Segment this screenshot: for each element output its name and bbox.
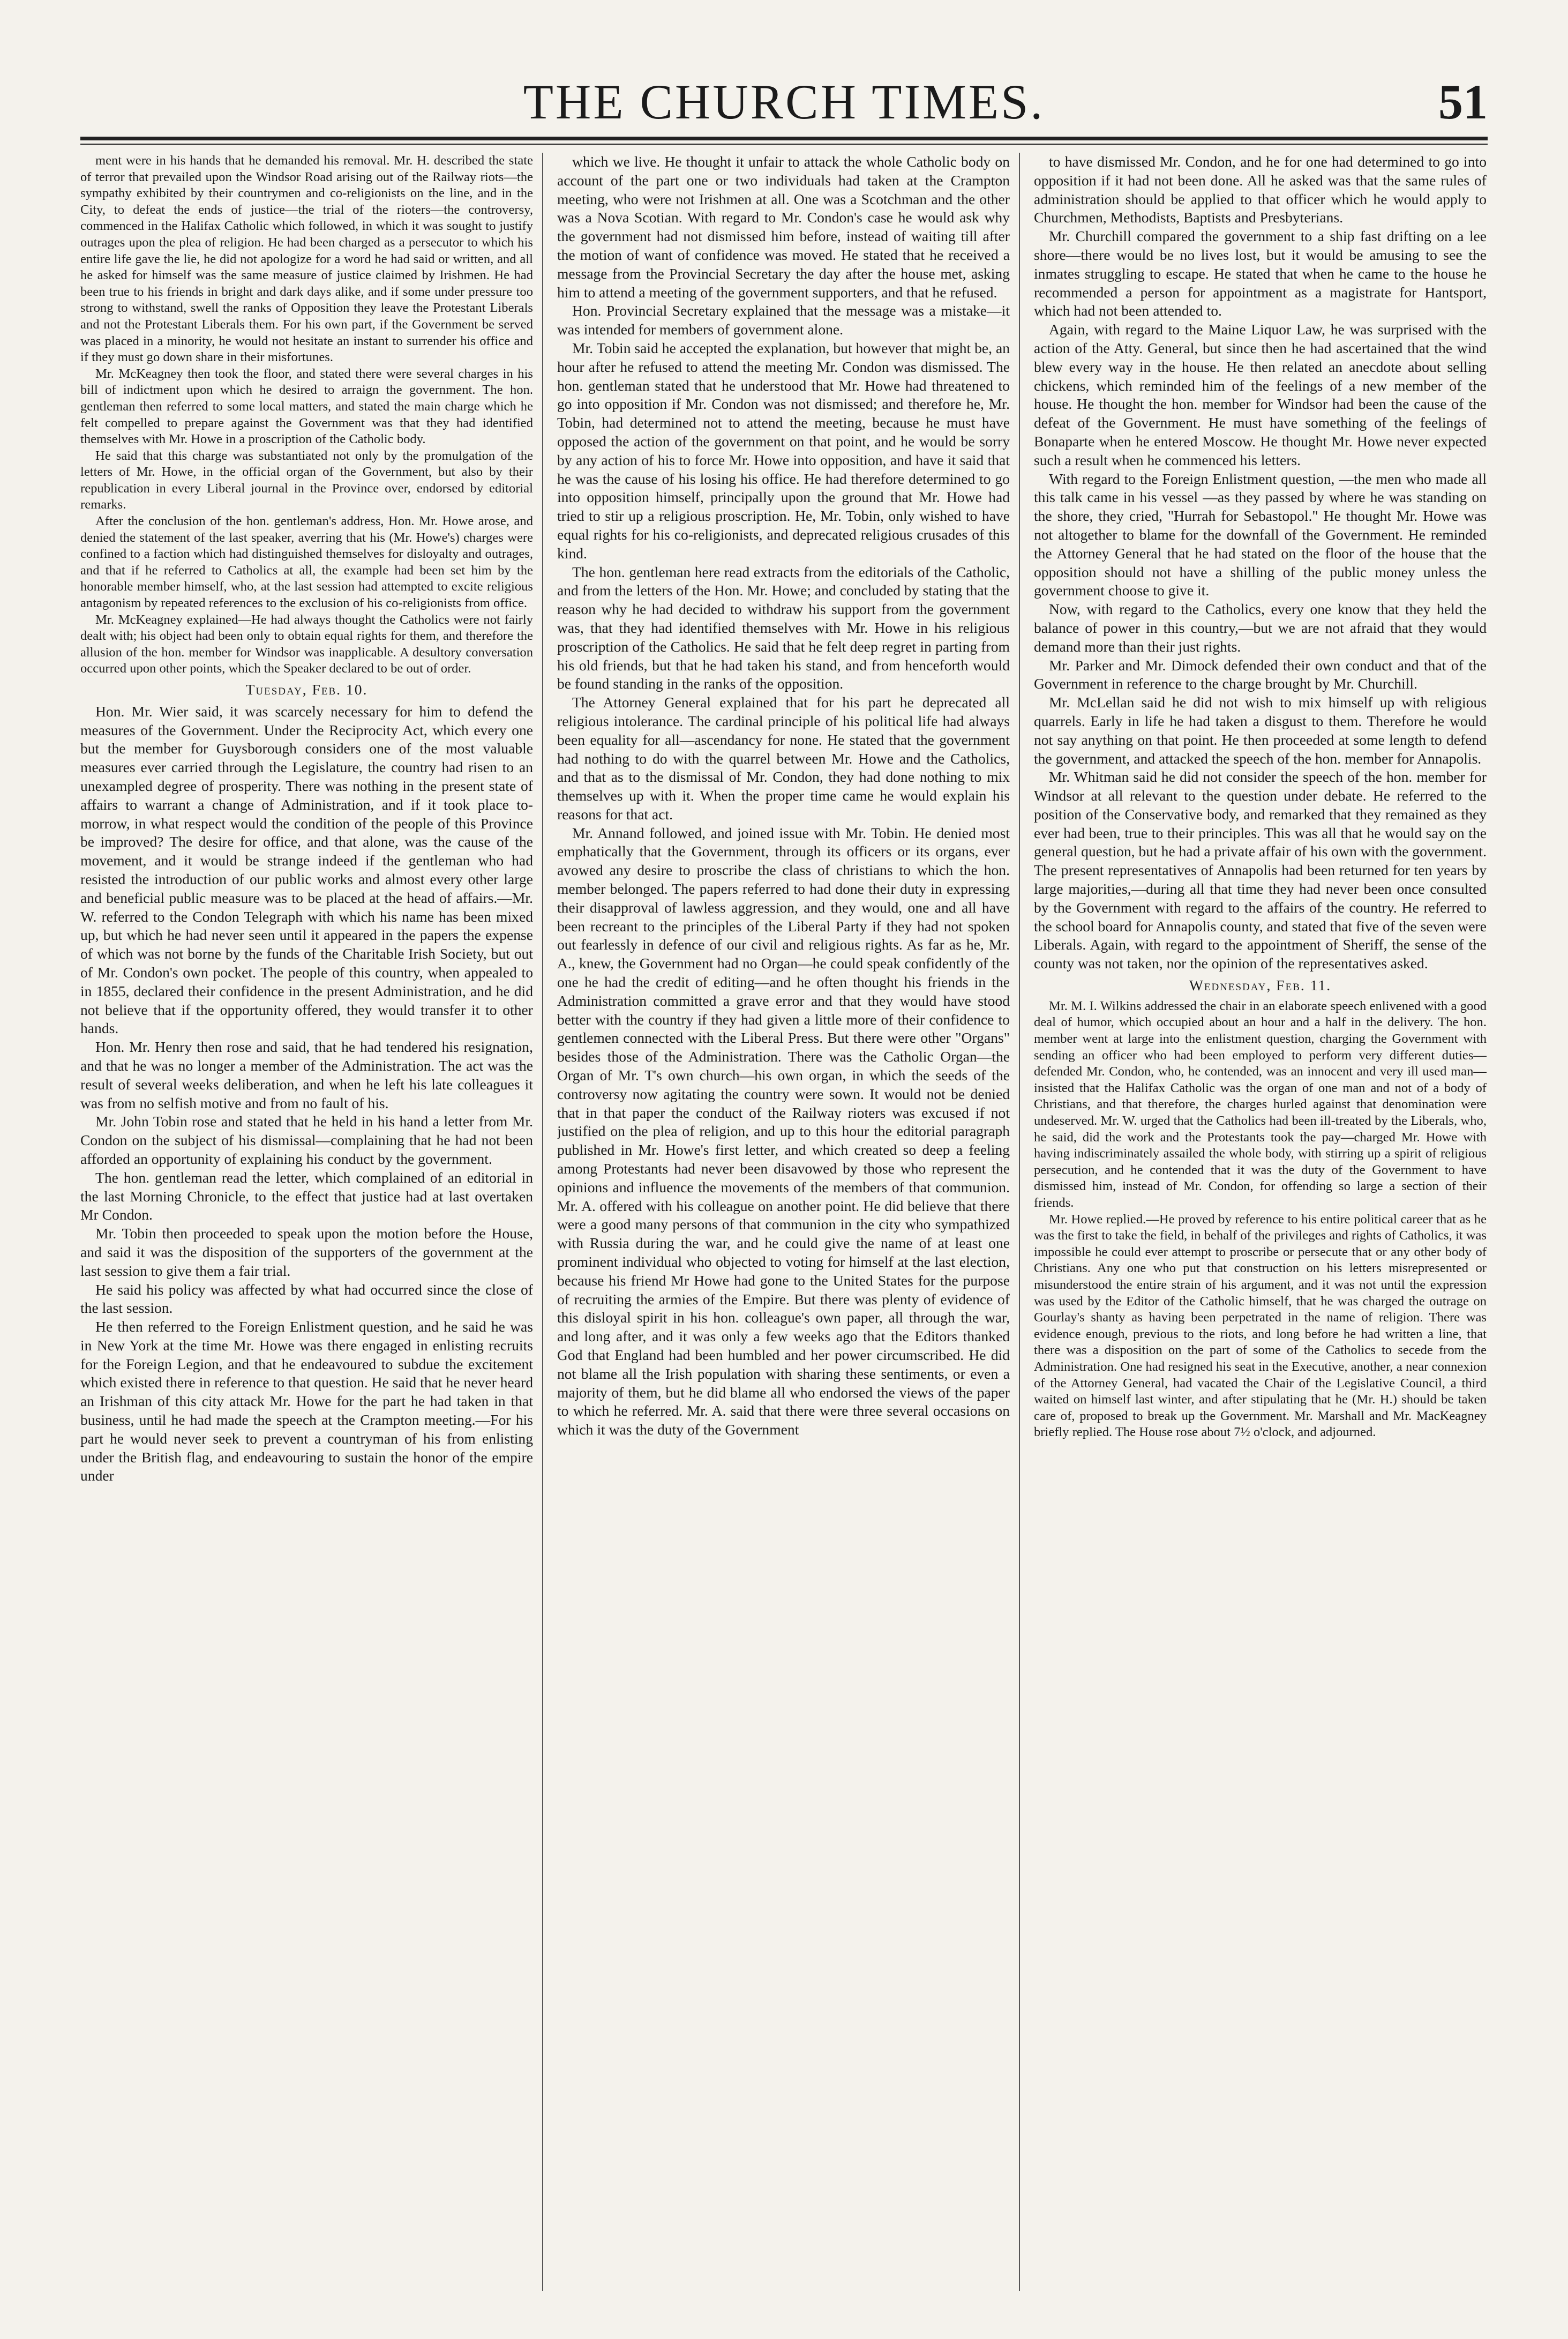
article-paragraph: to have dismissed Mr. Condon, and he for one had determined to go into opposition if it had not been done. All he asked was that the same rules of administration should be applied to that officer which he would apply to Churchmen, Methodists, Baptists and Presbyterians.: [1034, 153, 1487, 226]
article-paragraph: which we live. He thought it unfair to attack the whole Catholic body on account of the part one or two individuals had taken at the Crampton meeting, who were not Irishmen at all. One was a Scotchman and the other was a Nova Scotian. With regard to Mr. Condon's case he would ask why the government had not dismissed him before, instead of waiting till after the motion of want of confidence was moved. He stated that he received a message from the Provincial Secretary the day after the house met, asking him to attend a meeting of the government supporters, and that he refused.: [557, 153, 1010, 301]
article-paragraph: Mr. McLellan said he did not wish to mix himself up with religious quarrels. Early in life he had taken a disgust to them. Therefore he would not say anything on that point. He then proceeded at some length to defend the government, and attacked the speech of the hon. member for Annapolis.: [1034, 694, 1487, 767]
article-paragraph: Mr. Churchill compared the government to a ship fast drifting on a lee shore—there would be no lives lost, but it would be amusing to see the inmates struggling to escape. He stated that when he came to the house he recommended a person for appointment as a magistrate for Hantsport, which had not been attended to.: [1034, 228, 1487, 319]
article-paragraph: The Attorney General explained that for his part he deprecated all religious intolerance. The cardinal principle of his political life had always been equality for all—ascendancy for none. He stated that the government had nothing to do with the quarrel between Mr. Howe and the Catholics, and that as to the dismissal of Mr. Condon, they had done nothing to mix themselves up with it. When the proper time came he would explain his reasons for that act.: [557, 694, 1010, 823]
article-paragraph: Now, with regard to the Catholics, every one know that they held the balance of power in this country,—but we are not afraid that they would demand more than their just rights.: [1034, 601, 1487, 655]
article-paragraph: With regard to the Foreign Enlistment question, —the men who made all this talk came in his vessel —as they passed by where he was standing on the shore, they cried, "Hurrah for Sebastopol." He thought Mr. Howe was not altogether to blame for the downfall of the Government. He reminded the Attorney General that he had stated on the floor of the house that the opposition should not have a shilling of the public money unless the government choose to give it.: [1034, 470, 1487, 599]
article-paragraph: Mr. M. I. Wilkins addressed the chair in an elaborate speech enlivened with a good deal of humor, which occupied about an hour and a half in the delivery. The hon. member went at large into the enlistment question, charging the Government with sending an officer who had been employed to perform very different duties—defended Mr. Condon, who, he contended, was an innocent and very ill used man—insisted that the Halifax Catholic was the organ of one man and not of a body of Christians, and that therefore, the charges hurled against that denomination were undeserved. Mr. W. urged that the Catholics had been ill-treated by the Liberals, who, he said, did the work and the Protestants took the pay—charged Mr. Howe with having indiscriminately assailed the whole body, with stirring up a spirit of religious persecution, and he contended that it was the duty of the Government to have dismissed him, instead of Mr. Condon, for offending so large a section of their friends.: [1034, 998, 1487, 1210]
article-paragraph: Mr. Annand followed, and joined issue with Mr. Tobin. He denied most emphatically that the Government, through its officers or its organs, ever avowed any desire to proscribe the class of christians to which the hon. member belonged. The papers referred to had done their duty in expressing their disapproval of lawless aggression, and they would, one and all have been recreant to the principles of the Liberal Party if they had not spoken out fearlessly in defence of our civil and religious rights. As far as he, Mr. A., knew, the Government had no Organ—he could speak confidently of the one he had the credit of editing—and he often thought his friends in the Administration committed a grave error and that they would have stood better with the country if they had given a little more of their confidence to gentlemen connected with the Liberal Press. But there were other "Organs" besides those of the Administration. There was the Catholic Organ—the Organ of Mr. T's own church—his own organ, in which the seeds of the controversy now agitating the country were sown. It would not be denied that in that paper the conduct of the Railway rioters was excused if not justified on the plea of religion, and up to this hour the editorial paragraph published in Mr. Howe's first letter, and which created so deep a feeling among Protestants had never been disavowed by those who represent the opinions and influence the movements of the members of that communion. Mr. A. offered with his colleague on another point. He did believe that there were a good many persons of that communion in the city who sympathized with Russia during the war, and he could give the name of at least one prominent individual who objected to voting for himself at the last election, because his friend Mr Howe had gone to the United States for the purpose of recruiting the armies of the Empire. But there was plenty of evidence of this disloyal spirit in his hon. colleague's own paper, all through the war, and long after, and it was only a few weeks ago that the Editors thanked God that England had been humbled and her power circumscribed. He did not blame all the Irish population with sharing these sentiments, or even a majority of them, but he did blame all who endorsed the views of the paper to which he referred. Mr. A. said that there were three several occasions on which it was the duty of the Government: [557, 824, 1010, 1438]
section-dateline: Wednesday, Feb. 11.: [1189, 977, 1332, 994]
article-paragraph: The hon. gentleman read the letter, which complained of an editorial in the last Morning Chronicle, to the effect that justice had at last overtaken Mr Condon.: [80, 1169, 533, 1223]
article-paragraph: Mr. Tobin said he accepted the explanation, but however that might be, an hour after he refused to attend the meeting Mr. Condon was dismissed. The hon. gentleman stated that he understood that Mr. Howe had threatened to go into opposition if Mr. Condon was not dismissed; and therefore he, Mr. Tobin, had determined not to attend the meeting, because he must have opposed the action of the government on that point, and he would be sorry by any action of his to force Mr. Howe into opposition, and have it said that he was the cause of his losing his office. He had therefore determined to go into opposition himself, principally upon the ground that Mr. Howe had tried to stir up a religious proscription. He, Mr. Tobin, only wished to have equal rights for his co-religionists, and deprecated religious crusades of this kind.: [557, 339, 1010, 562]
article-paragraph: Hon. Mr. Henry then rose and said, that he had tendered his resignation, and that he was no longer a member of the Administration. The act was the result of several weeks deliberation, and when he left his late colleagues it was from no selfish motive and from no fault of his.: [80, 1038, 533, 1111]
newspaper-title: THE CHURCH TIMES.: [523, 74, 1045, 129]
column-divider: [542, 153, 543, 2291]
article-paragraph: Mr. Parker and Mr. Dimock defended their own conduct and that of the Government in reference to the charge brought by Mr. Churchill.: [1034, 656, 1487, 692]
article-paragraph: He then referred to the Foreign Enlistment question, and he said he was in New York at the time Mr. Howe was there engaged in enlisting recruits for the Foreign Legion, and that he endeavoured to subdue the excitement which existed there in reference to that question. He said that he never heard an Irishman of this city attack Mr. Howe for the part he had taken in that business, until he had made the speech at the Crampton meeting.—For his part he would never seek to prevent a countryman of his from enlisting under the British flag, and endeavouring to sustain the honor of the empire under: [80, 1318, 533, 1484]
article-paragraph: Mr. McKeagney then took the floor, and stated there were several charges in his bill of indictment upon which he desired to arraign the government. The hon. gentleman then referred to some local matters, and stated the main charge which he felt compelled to prepare against the Government was that they had identified themselves with Mr. Howe in a proscription of the Catholic body.: [80, 366, 533, 447]
article-paragraph: The hon. gentleman here read extracts from the editorials of the Catholic, and from the letters of the Hon. Mr. Howe; and concluded by stating that the reason why he had decided to withdraw his support from the government was, that they had identified themselves with Mr. Howe in his religious proscription of the Catholics. He said that he felt deep regret in parting from his old friends, but that he had taken his stand, and from henceforth would be found standing in the ranks of the opposition.: [557, 563, 1010, 692]
masthead: [80, 70, 1488, 134]
page-number: 51: [1438, 74, 1488, 129]
masthead-rule-thin: [80, 144, 1488, 145]
article-paragraph: Hon. Provincial Secretary explained that the message was a mistake—it was intended for members of government alone.: [557, 302, 1010, 338]
article-paragraph: He said that this charge was substantiated not only by the promulgation of the letters of Mr. Howe, in the official organ of the Government, but also by their republication in every Liberal journal in the Province over, endorsed by editorial remarks.: [80, 448, 533, 512]
article-paragraph: Again, with regard to the Maine Liquor Law, he was surprised with the action of the Atty. General, but since then he had ascertained that the wind blew every way in the house. He then related an anecdote about selling chickens, which reminded him of the feelings of a new member of the house. He thought the hon. member for Windsor had been the cause of the defeat of the Government. He must have something of the feelings of Bonaparte when he entered Moscow. He thought Mr. Howe never expected such a result when he commenced his letters.: [1034, 321, 1487, 468]
column-3: [1034, 153, 1487, 2291]
column-1: [80, 153, 533, 2291]
article-paragraph: He said his policy was affected by what had occurred since the close of the last session.: [80, 1281, 533, 1317]
masthead-rule-thick: [80, 137, 1488, 140]
article-paragraph: After the conclusion of the hon. gentleman's address, Hon. Mr. Howe arose, and denied the statement of the last speaker, averring that his (Mr. Howe's) charges were confined to a faction which had distinguished themselves for disloyalty and outrages, and that if he referred to Catholics at all, the example had been set him by the honorable member himself, who, at the last session had attempted to excite religious antagonism by repeated references to the exclusion of his co-religionists from office.: [80, 514, 533, 611]
section-dateline: Tuesday, Feb. 10.: [245, 681, 368, 698]
article-paragraph: ment were in his hands that he demanded his removal. Mr. H. described the state of terror that prevailed upon the Windsor Road arising out of the Railway riots—the sympathy exhibited by their countrymen and co-religionists on the line, and in the City, to defeat the ends of justice—the trial of the rioters—the controversy, commenced in the Halifax Catholic which followed, in which it was sought to justify outrages upon the plea of religion. He had been charged as a persecutor to which his entire life gave the lie, he did not apologize for a word he had said or written, and all he asked for himself was the same measure of justice claimed by Irishmen. He had been true to his friends in bright and dark days alike, and if some under pressure too strong to withstand, swell the ranks of Opposition they leave the Protestant Liberals and not the Protestant Liberals them. For his own part, if the Government be served was placed in a minority, he would not hesitate an instant to surrender his office and if they must go down share in their misfortunes.: [80, 153, 533, 365]
article-paragraph: Mr. McKeagney explained—He had always thought the Catholics were not fairly dealt with; his object had been only to obtain equal rights for them, and therefore the allusion of the hon. member for Windsor was inapplicable. A desultory conversation occurred upon other points, which the Speaker declared to be out of order.: [80, 612, 533, 676]
article-paragraph: Mr. John Tobin rose and stated that he held in his hand a letter from Mr. Condon on the subject of his dismissal—complaining that he had not been afforded an opportunity of explaining his conduct by the government.: [80, 1113, 533, 1167]
article-paragraph: Mr. Tobin then proceeded to speak upon the motion before the House, and said it was the disposition of the supporters of the government at the last session to give them a fair trial.: [80, 1225, 533, 1279]
article-paragraph: Mr. Whitman said he did not consider the speech of the hon. member for Windsor at all relevant to the question under debate. He referred to the position of the Conservative body, and remarked that they remained as they ever had been, true to their principles. This was all that he would say on the general question, but he had a private affair of his own with the government. The present representatives of Annapolis had been returned for ten years by large majorities,—during all that time they had never been once consulted by the Government with regard to the affairs of the country. He referred to the school board for Annapolis county, and stated that five of the seven were Liberals. Again, with regard to the appointment of Sheriff, the sense of the county was not taken, nor the opinion of the representatives asked.: [1034, 768, 1487, 972]
column-divider: [1019, 153, 1020, 2291]
article-paragraph: Mr. Howe replied.—He proved by reference to his entire political career that as he was the first to take the field, in behalf of the privileges and rights of Catholics, it was impossible he could ever attempt to proscribe or persecute that or any other body of Christians. Any one who put that construction on his letters misrepresented or misunderstood the entire strain of his argument, and it was not until the expression was used by the Editor of the Catholic himself, that he was charged the outrage on Gourlay's shanty as having been perpetrated in the name of religion. There was evidence enough, previous to the riots, and long before he had written a line, that there was a disposition on the part of some of the Catholics to secede from the Administration. One had resigned his seat in the Executive, another, a near connexion of the Attorney General, had vacated the Chair of the Legislative Council, a third waited on himself last winter, and after stipulating that he (Mr. H.) should be taken care of, proposed to break up the Government. Mr. Marshall and Mr. MacKeagney briefly replied. The House rose about 7½ o'clock, and adjourned.: [1034, 1212, 1487, 1440]
column-2: [557, 153, 1010, 2291]
article-paragraph: Hon. Mr. Wier said, it was scarcely necessary for him to defend the measures of the Government. Under the Reciprocity Act, which every one but the member for Guysborough considers one of the most valuable measures ever carried through the Legislature, the country had risen to an unexampled degree of prosperity. There was nothing in the present state of affairs to warrant a change of Administration, and if it took place to-morrow, in what respect would the condition of the people of this Province be improved? The desire for office, and that alone, was the cause of the movement, and it would be strange indeed if the gentleman who had resisted the introduction of our public works and almost every other large and beneficial public measure was to be placed at the head of affairs.—Mr. W. referred to the Condon Telegraph with which his name has been mixed up, but which he had never seen until it appeared in the papers the expense of which was not borne by the funds of the Charitable Irish Society, but out of Mr. Condon's own pocket. The people of this country, when appealed to in 1855, declared their confidence in the present Administration, and he did not believe that if the opportunity offered, they would transfer it to other hands.: [80, 703, 533, 1037]
